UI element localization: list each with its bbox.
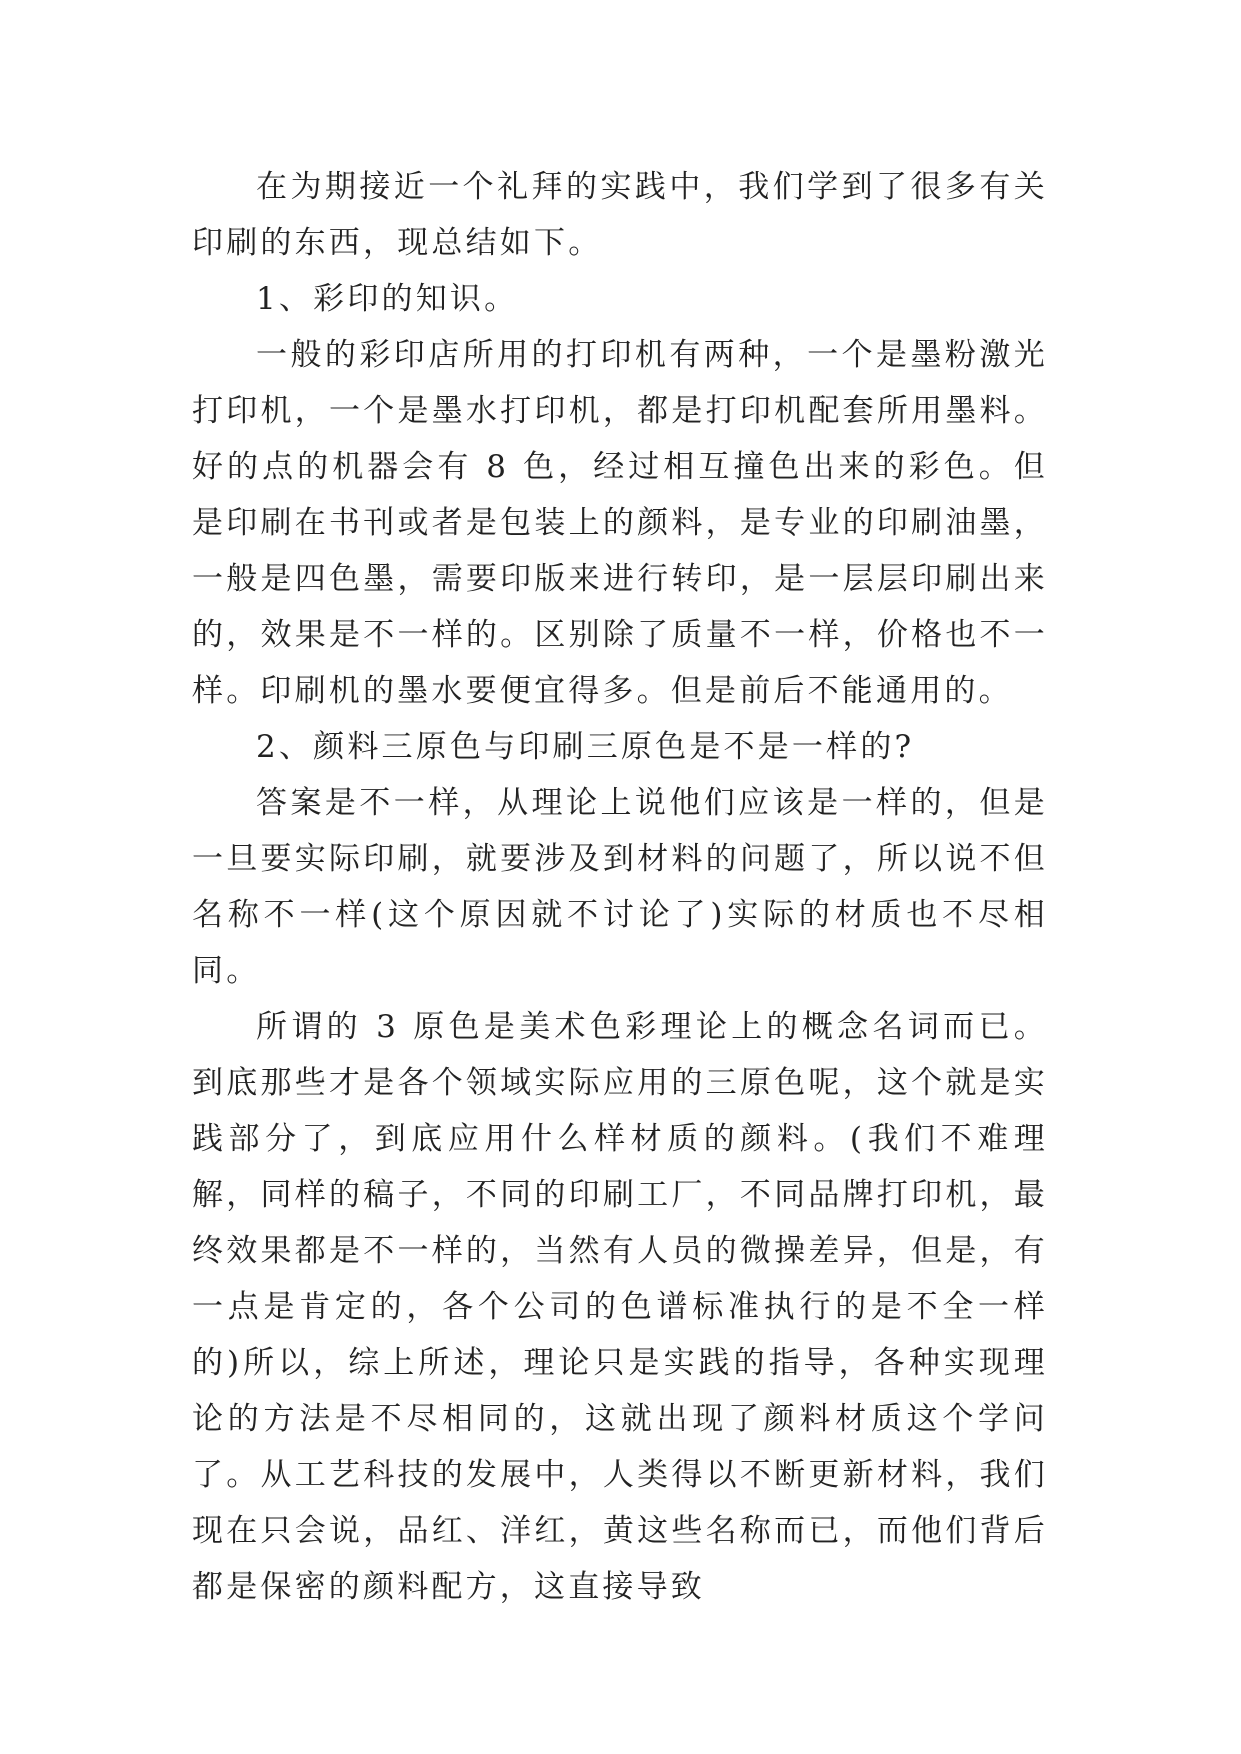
paragraph-printers: 一般的彩印店所用的打印机有两种，一个是墨粉激光打印机，一个是墨水打印机，都是打印机配套所用墨料。好的点的机器会有 8 色，经过相互撞色出来的彩色。但是印刷在书刊或者是包装上的颜料，是专业的印刷油墨，一般是四色墨，需要印版来进行转印，是一层层印刷出来的，效果是不一样的。区别除了质量不一样，价格也不一样。印刷机的墨水要便宜得多。但是前后不能通用的。 — [192, 337, 1048, 709]
paragraph-three-primary-colors: 所谓的 3 原色是美术色彩理论上的概念名词而已。到底那些才是各个领域实际应用的三原色呢，这个就是实践部分了，到底应用什么样材质的颜料。(我们不难理解，同样的稿子，不同的印刷工厂，不同品牌打印机，最终效果都是不一样的，当然有人员的微操差异，但是，有一点是肯定的，各个公司的色谱标准执行的是不全一样的)所以，综上所述，理论只是实践的指导，各种实现理论的方法是不尽相同的，这就出现了颜料材质这个学问了。从工艺科技的发展中，人类得以不断更新材料，我们现在只会说，品红、洋红，黄这些名称而已，而他们背后都是保密的颜料配方，这直接导致 — [192, 1009, 1048, 1605]
document-body — [192, 159, 1048, 1615]
heading-color-printing-knowledge: 1、彩印的知识。 — [256, 281, 519, 317]
paragraph-intro: 在为期接近一个礼拜的实践中，我们学到了很多有关印刷的东西，现总结如下。 — [192, 169, 1048, 261]
paragraph-answer: 答案是不一样，从理论上说他们应该是一样的，但是一旦要实际印刷，就要涉及到材料的问题了，所以说不但名称不一样(这个原因就不讨论了)实际的材质也不尽相同。 — [192, 785, 1048, 989]
heading-primary-colors-question: 2、颜料三原色与印刷三原色是不是一样的? — [256, 729, 915, 765]
